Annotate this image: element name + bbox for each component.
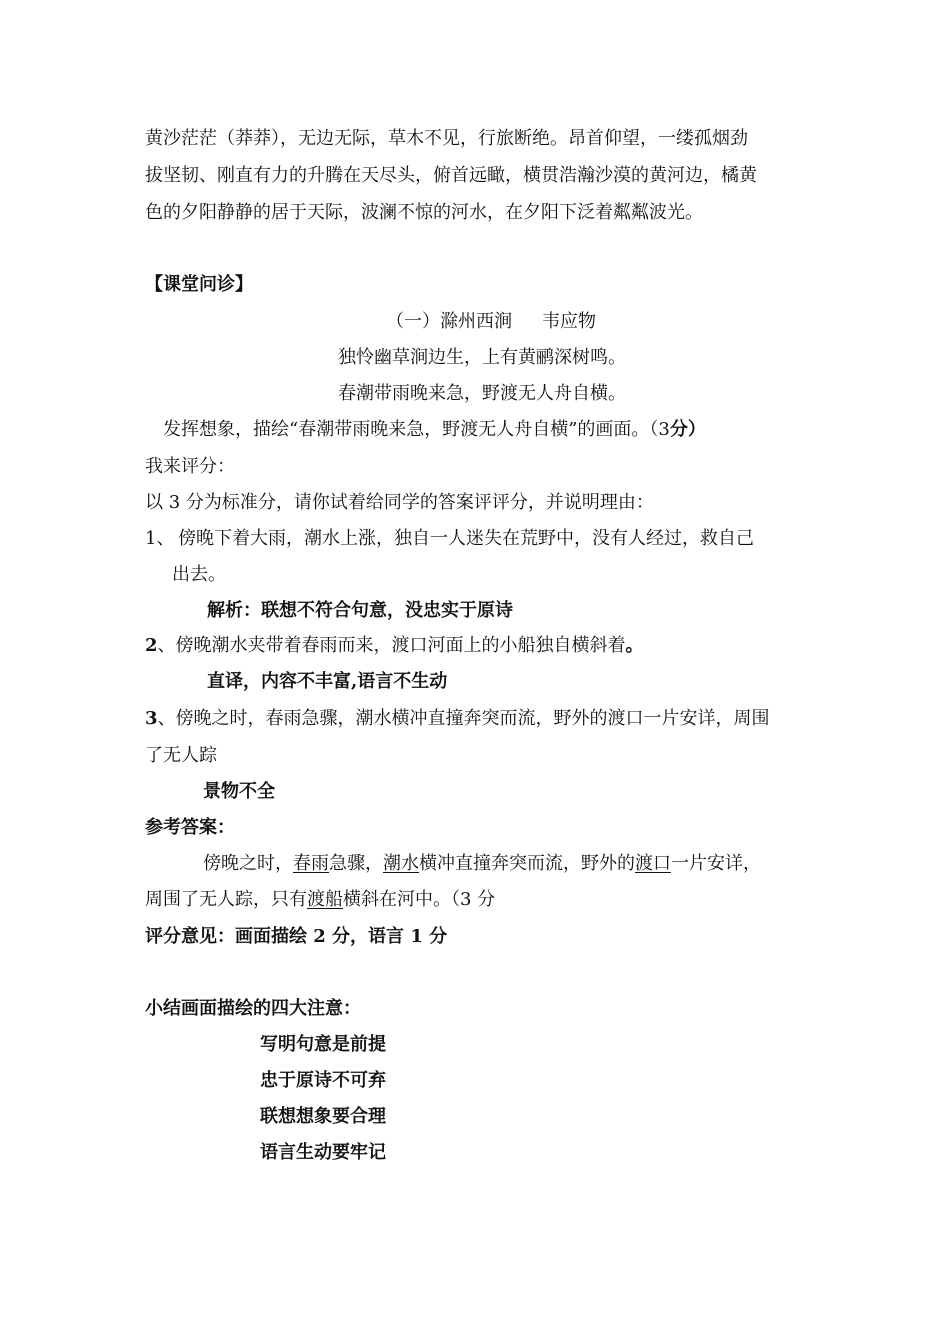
poem-author: 韦应物 (542, 311, 596, 332)
answer-2-end-mark: 。 (625, 635, 644, 656)
answer-2-number: 2 (145, 635, 158, 656)
intro-line-1: 黄沙茫茫（莽莽），无边无际，草木不见，行旅断绝。昂首仰望，一缕孤烟劲 (145, 128, 748, 149)
answer-1-number: 1、 (145, 528, 175, 549)
answer-1-analysis: 解析：联想不符合句意，没忠实于原诗 (207, 600, 513, 621)
intro-line-3: 色的夕阳静静的居于天际，波澜不惊的河水，在夕阳下泛着粼粼波光。 (145, 202, 703, 223)
summary-point-3: 联想想象要合理 (260, 1106, 386, 1127)
summary-point-4: 语言生动要牢记 (260, 1142, 386, 1163)
answer-3-line-1 (145, 707, 770, 731)
scoring-note: 评分意见：画面描绘 2 分，语言 1 分 (145, 926, 448, 947)
poem-title (386, 310, 596, 334)
answer-3-text: 、傍晚之时，春雨急骤，潮水横冲直撞奔突而流，野外的渡口一片安详，周围 (157, 708, 770, 729)
answer-2-line (145, 634, 644, 658)
reference-keyword: 渡口 (635, 853, 671, 874)
task-prompt (163, 418, 706, 442)
poem-title-text: （一）滁州西涧 (386, 311, 512, 332)
answer-2-text: 、傍晚潮水夹带着春雨而来，渡口河面上的小船独自横斜着 (157, 635, 626, 656)
summary-heading: 小结画面描绘的四大注意： (145, 998, 361, 1019)
reference-heading: 参考答案： (145, 817, 235, 838)
reference-keyword: 潮水 (383, 853, 419, 874)
summary-point-1: 写明句意是前提 (260, 1034, 386, 1055)
answer-2-analysis: 直译，内容不丰富,语言不生动 (207, 671, 448, 692)
reference-keyword: 春雨 (293, 853, 329, 874)
poem-line-1: 独怜幽草涧边生，上有黄鹂深树鸣。 (338, 347, 626, 368)
summary-point-2: 忠于原诗不可弃 (260, 1070, 386, 1091)
reference-line-1 (203, 852, 761, 876)
reference-text: 一片安详， (671, 853, 761, 874)
task-prompt-text: 发挥想象，描绘“春潮带雨晚来急，野渡无人舟自横”的画面。（3 (163, 419, 670, 440)
reference-text: 急骤， (329, 853, 383, 874)
answer-3-number: 3 (145, 708, 158, 729)
reference-text: 横斜在河中。（3 分 (343, 889, 496, 910)
grading-heading: 我来评分： (145, 456, 235, 477)
intro-line-2: 拔坚韧、刚直有力的升腾在天尽头，俯首远瞰，横贯浩瀚沙漠的黄河边，橘黄 (145, 165, 757, 186)
task-score: 分） (669, 419, 706, 440)
answer-1-line-2: 出去。 (172, 564, 226, 585)
reference-line-2 (145, 888, 495, 912)
reference-text: 周围了无人踪，只有 (145, 889, 307, 910)
answer-3-line-2: 了无人踪 (145, 745, 217, 766)
poem-line-2: 春潮带雨晚来急，野渡无人舟自横。 (338, 383, 626, 404)
grading-instruction: 以 3 分为标准分，请你试着给同学的答案评评分，并说明理由： (145, 492, 654, 513)
reference-keyword: 渡船 (307, 889, 343, 910)
answer-3-analysis: 景物不全 (203, 781, 275, 802)
answer-1-line-1: 傍晚下着大雨，潮水上涨，独自一人迷失在荒野中，没有人经过，救自己 (178, 528, 754, 549)
reference-text: 横冲直撞奔突而流，野外的 (419, 853, 635, 874)
reference-text: 傍晚之时， (203, 853, 293, 874)
section-heading: 【课堂问诊】 (145, 274, 253, 295)
